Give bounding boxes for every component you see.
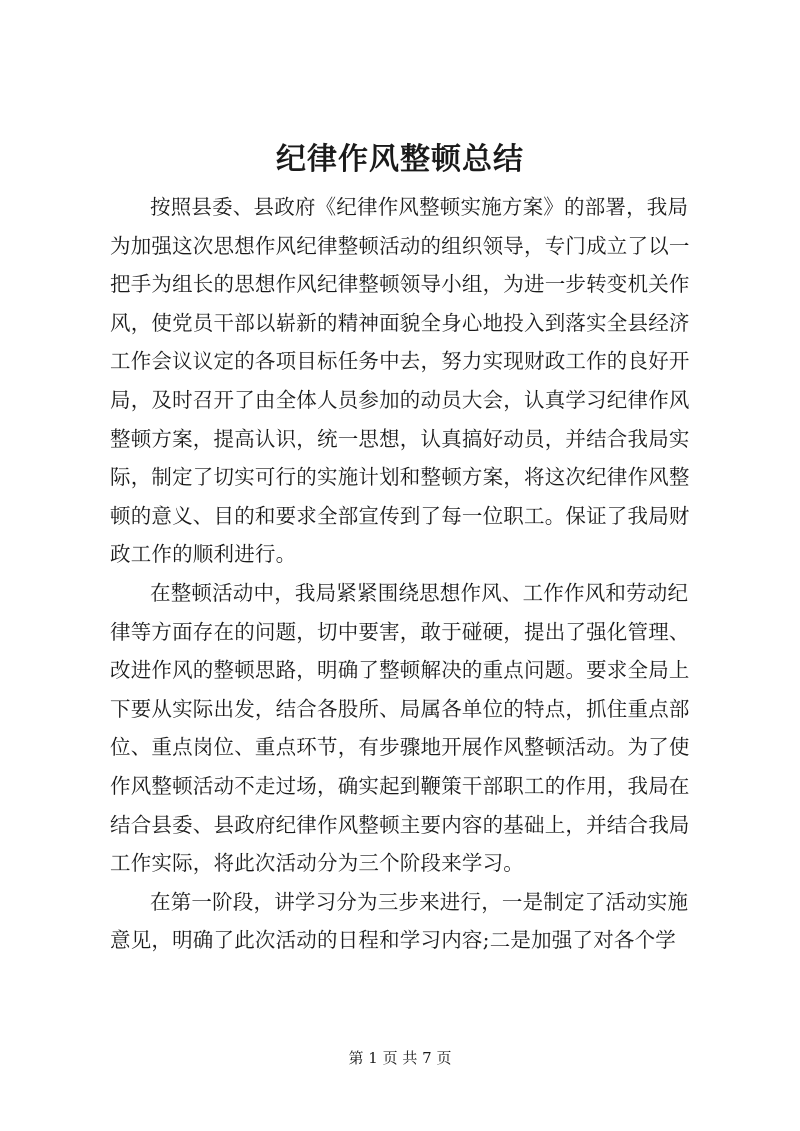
paragraph-2-line: 工作实际，将此次活动分为三个阶段来学习。: [110, 851, 524, 876]
paragraph-1-line: 风，使党员干部以崭新的精神面貌全身心地投入到落实全县经济: [110, 310, 690, 335]
paragraph-1-line: 顿的意义、目的和要求全部宣传到了每一位职工。保证了我局财: [110, 503, 690, 528]
paragraph-2-line: 律等方面存在的问题，切中要害，敢于碰硬，提出了强化管理、: [110, 619, 690, 644]
paragraph-2-line: 位、重点岗位、重点环节，有步骤地开展作风整顿活动。为了使: [110, 735, 690, 760]
paragraph-2-line: 改进作风的整顿思路，明确了整顿解决的重点问题。要求全局上: [110, 658, 690, 683]
paragraph-2-line: 作风整顿活动不走过场，确实起到鞭策干部职工的作用，我局在: [110, 773, 690, 798]
paragraph-1-line: 局，及时召开了由全体人员参加的动员大会，认真学习纪律作风: [110, 387, 690, 412]
paragraph-1-line: 政工作的顺利进行。: [110, 542, 297, 567]
paragraph-1-line: 际，制定了切实可行的实施计划和整顿方案，将这次纪律作风整: [110, 465, 690, 490]
paragraph-3-line: 在第一阶段，讲学习分为三步来进行，一是制定了活动实施: [150, 889, 689, 914]
paragraph-3-line: 意见，明确了此次活动的日程和学习内容;二是加强了对各个学: [110, 928, 677, 953]
paragraph-1-line: 把手为组长的思想作风纪律整顿领导小组，为进一步转变机关作: [110, 272, 690, 297]
paragraph-2-line: 在整顿活动中，我局紧紧围绕思想作风、工作作风和劳动纪: [150, 580, 689, 605]
paragraph-1-line: 工作会议议定的各项目标任务中去，努力实现财政工作的良好开: [110, 349, 690, 374]
document-body: [110, 188, 714, 960]
paragraph-1-line: 整顿方案，提高认识，统一思想，认真搞好动员，并结合我局实: [110, 426, 690, 451]
paragraph-1-line: 按照县委、县政府《纪律作风整顿实施方案》的部署，我局: [150, 195, 689, 219]
paragraph-2-line: 结合县委、县政府纪律作风整顿主要内容的基础上，并结合我局: [110, 812, 690, 837]
document-title: 纪律作风整顿总结: [276, 142, 524, 177]
paragraph-1-line: 为加强这次思想作风纪律整顿活动的组织领导，专门成立了以一: [110, 233, 690, 258]
paragraph-2-line: 下要从实际出发，结合各股所、局属各单位的特点，抓住重点部: [110, 696, 690, 721]
page-number-footer: 第 1 页 共 7 页: [348, 1049, 452, 1067]
